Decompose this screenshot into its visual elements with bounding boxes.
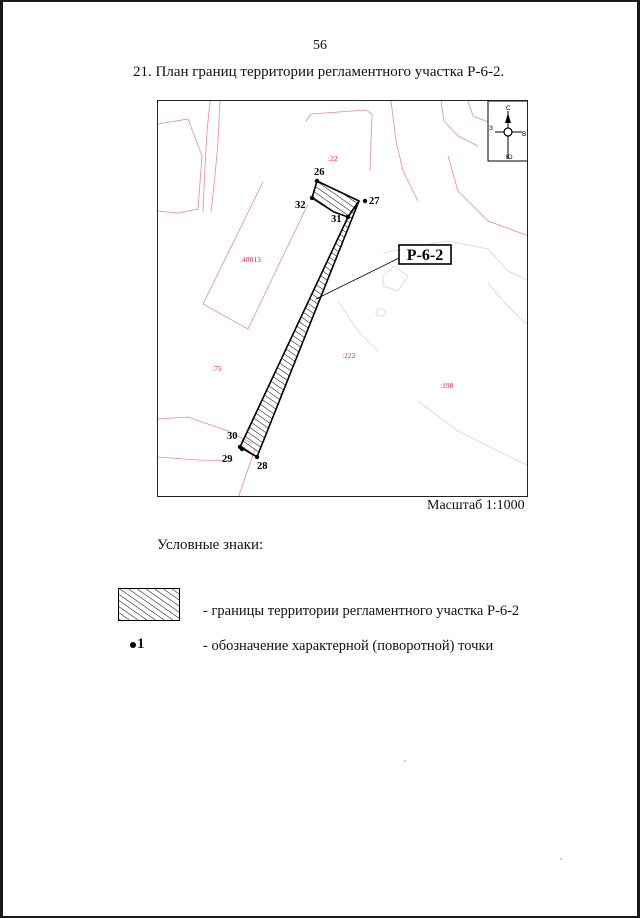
north-arrow (488, 101, 528, 161)
legend-hatch-description: - границы территории регламентного участка Р-6-2 (203, 603, 520, 619)
parcel-boundary-east-1 (391, 101, 418, 201)
point-label-27: 27 (369, 196, 380, 207)
scan-speck (560, 858, 562, 860)
parcel-boundary-south-1 (158, 417, 253, 444)
compass-west: З (489, 125, 493, 132)
zone-label: Р-6-2 (406, 247, 444, 264)
parcel-label-198: :198 (440, 381, 454, 390)
point-27-marker (363, 199, 367, 203)
point-label-29: 29 (222, 454, 233, 465)
parcel-boundary-22 (306, 110, 372, 171)
point-26-marker (315, 179, 319, 183)
plot-strip (240, 201, 359, 457)
compass-north: С (506, 105, 511, 112)
parcel-label-22: :22 (328, 154, 338, 163)
boundary-map (157, 100, 528, 497)
legend-point-symbol (130, 636, 145, 653)
parcel-label-75: :75 (212, 364, 222, 373)
parcel-boundary-east-2 (441, 101, 478, 146)
cadastral-lines (158, 101, 528, 497)
parcel-label-222: :222 (342, 351, 356, 360)
scan-speck (404, 760, 406, 762)
map-canvas (158, 101, 528, 497)
point-label-31: 31 (331, 214, 342, 225)
point-32-marker (310, 196, 314, 200)
compass-east: В (522, 131, 527, 138)
point-31-marker (346, 215, 350, 219)
legend-point-description: - обозначение характерной (поворотной) точки (203, 638, 494, 654)
parcel-boundary-nw (158, 119, 202, 213)
parcel-boundary-west-road (203, 101, 210, 212)
point-label-28: 28 (257, 461, 268, 472)
point-28-marker (255, 455, 259, 459)
point-label-30: 30 (227, 431, 238, 442)
parcel-label-48013: :48013 (240, 255, 261, 264)
legend-title: Условные знаки: (157, 537, 264, 553)
page-number: 56 (313, 38, 327, 53)
parcel-boundary-west-road-2 (211, 101, 220, 212)
parcel-boundary-east-4 (448, 156, 528, 236)
background-contours (338, 241, 528, 466)
point-label-32: 32 (295, 200, 306, 211)
map-scale: Масштаб 1:1000 (427, 498, 525, 513)
point-label-26: 26 (314, 167, 325, 178)
point-dot-icon (130, 642, 136, 648)
document-heading: 21. План границ территории регламентного участка Р-6-2. (133, 64, 505, 80)
legend-hatch-swatch (118, 588, 180, 621)
point-29-marker (240, 447, 244, 451)
compass-south: Ю (506, 154, 513, 161)
parcel-boundary-south-3 (238, 449, 255, 497)
legend-point-number: 1 (137, 636, 145, 652)
